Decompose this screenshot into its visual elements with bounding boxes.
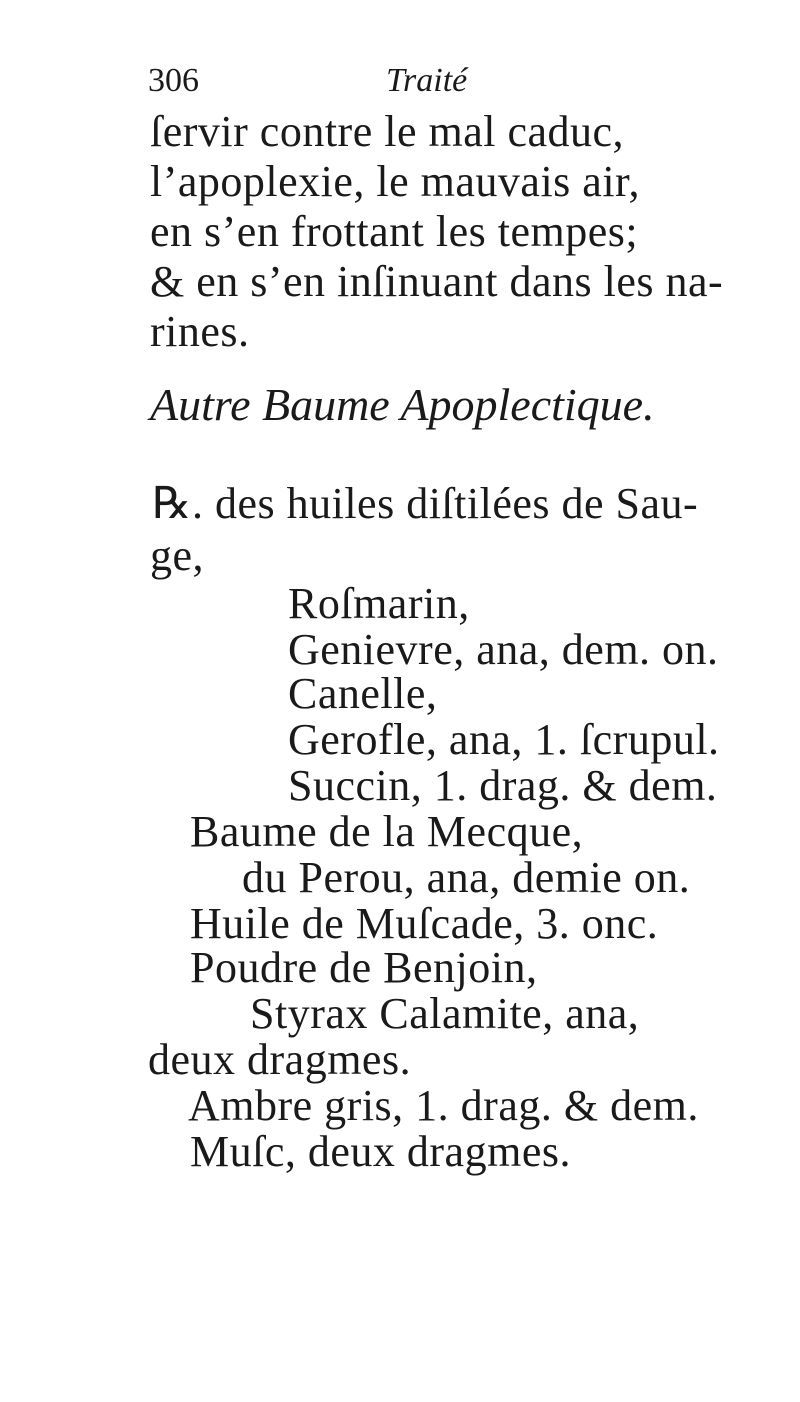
recipe-line: ge, — [150, 531, 205, 580]
recipe-line: Canelle, — [288, 669, 438, 718]
page-number: 306 — [148, 62, 199, 99]
recipe-line: deux dragmes. — [148, 1035, 412, 1084]
recipe-line: Gerofle, ana, 1. ſcrupul. — [288, 715, 720, 764]
text-line: en s’en frottant les tempes; — [150, 207, 639, 256]
recipe-line: ℞. des huiles diſtilées de Sau- — [152, 479, 699, 528]
page-header — [148, 62, 588, 112]
text-line: l’apoplexie, le mauvais air, — [150, 157, 640, 206]
recipe-line: Muſc, deux dragmes. — [190, 1127, 571, 1176]
recipe-line: Roſmarin, — [288, 579, 470, 628]
text-line: ſervir contre le mal caduc, — [150, 107, 625, 156]
text-line: & en s’en inſinuant dans les na- — [150, 257, 724, 306]
text-line: rines. — [150, 307, 250, 356]
recipe-line: Ambre gris, 1. drag. & dem. — [188, 1081, 699, 1130]
recipe-line: du Perou, ana, demie on. — [242, 853, 691, 902]
recipe-line: Poudre de Benjoin, — [190, 943, 538, 992]
section-heading: Autre Baume Apoplectique. — [150, 379, 655, 430]
recipe-line: Genievre, ana, dem. on. — [288, 625, 719, 674]
running-title: Traité — [386, 62, 468, 99]
recipe-line: Huile de Muſcade, 3. onc. — [190, 899, 659, 948]
recipe-line: Baume de la Mecque, — [190, 807, 584, 856]
recipe-line: Succin, 1. drag. & dem. — [288, 761, 718, 810]
recipe-line: Styrax Calamite, ana, — [250, 989, 640, 1038]
